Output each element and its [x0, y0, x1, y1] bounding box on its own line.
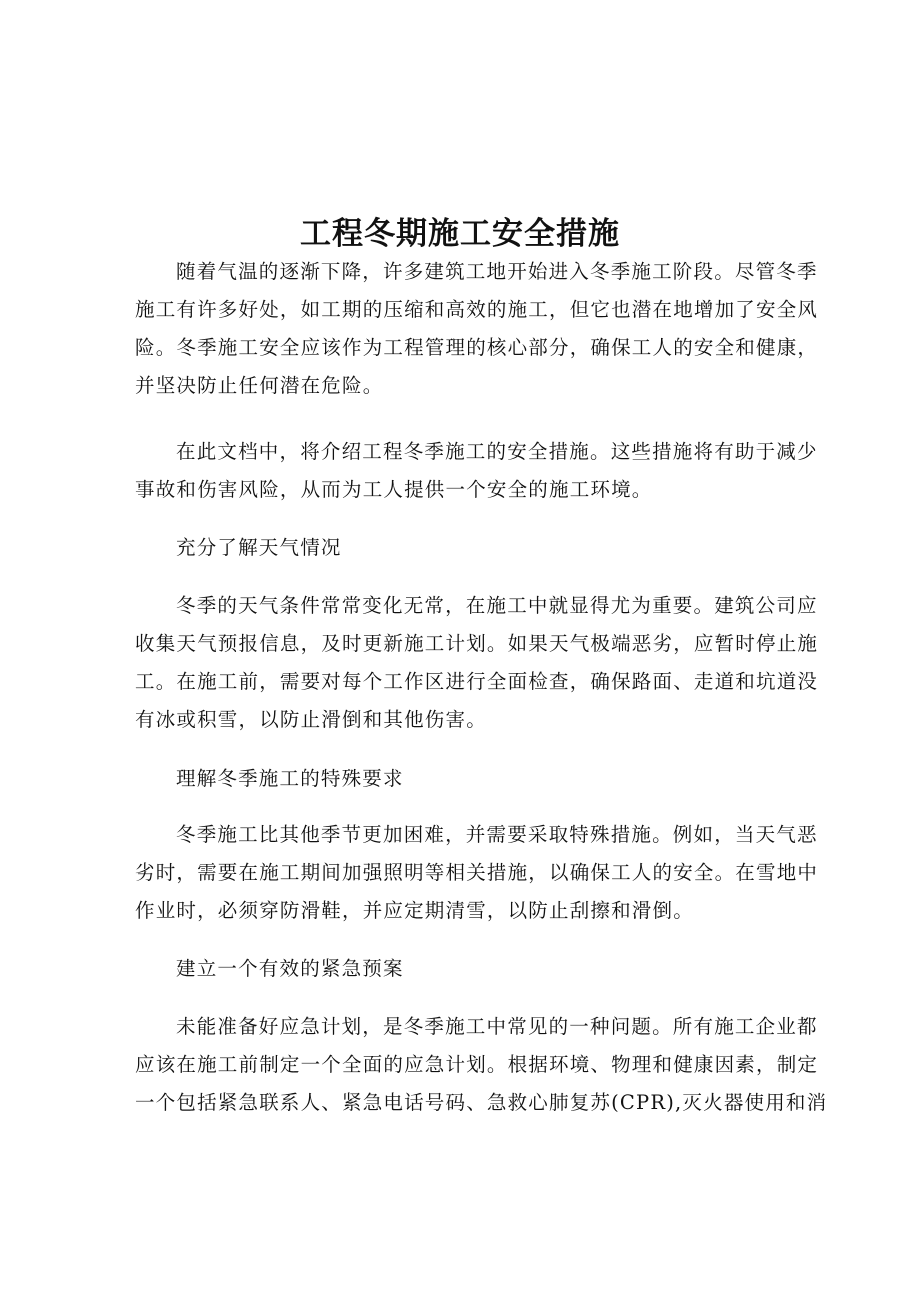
paragraph-line: 工。在施工前，需要对每个工作区进行全面检查，确保路面、走道和坑道没 [135, 670, 819, 693]
section-heading: 建立一个有效的紧急预案 [176, 957, 404, 980]
paragraph-line: 险。冬季施工安全应该作为工程管理的核心部分，确保工人的安全和健康， [135, 336, 819, 359]
paragraph-line: 有冰或积雪，以防止滑倒和其他伤害。 [135, 708, 487, 731]
paragraph-line: 作业时，必须穿防滑鞋，并应定期清雪，以防止刮擦和滑倒。 [135, 899, 694, 922]
paragraph-line: 收集天气预报信息，及时更新施工计划。如果天气极端恶劣，应暂时停止施 [135, 632, 819, 655]
paragraph-line: 并坚决防止任何潜在危险。 [135, 374, 384, 397]
paragraph-line: 随着气温的逐渐下降，许多建筑工地开始进入冬季施工阶段。尽管冬季 [176, 260, 818, 283]
paragraph-line: 事故和伤害风险，从而为工人提供一个安全的施工环境。 [135, 478, 653, 501]
section-heading: 充分了解天气情况 [176, 536, 342, 559]
paragraph-line: 在此文档中，将介绍工程冬季施工的安全措施。这些措施将有助于减少 [176, 440, 818, 463]
document-title: 工程冬期施工安全措施 [300, 216, 620, 252]
paragraph-line: 未能准备好应急计划，是冬季施工中常见的一种问题。所有施工企业都 [176, 1015, 818, 1038]
paragraph-line: 施工有许多好处，如工期的压缩和高效的施工，但它也潜在地增加了安全风 [135, 298, 819, 321]
paragraph-line: 冬季施工比其他季节更加困难，并需要采取特殊措施。例如，当天气恶 [176, 823, 818, 846]
paragraph-line: 冬季的天气条件常常变化无常，在施工中就显得尤为重要。建筑公司应 [176, 594, 818, 617]
paragraph-line: 劣时，需要在施工期间加强照明等相关措施，以确保工人的安全。在雪地中 [135, 861, 819, 884]
section-heading: 理解冬季施工的特殊要求 [176, 767, 404, 790]
paragraph-line: 应该在施工前制定一个全面的应急计划。根据环境、物理和健康因素，制定 [135, 1053, 819, 1076]
paragraph-line: 一个包括紧急联系人、紧急电话号码、急救心肺复苏(CPR),灭火器使用和消 [135, 1091, 828, 1114]
